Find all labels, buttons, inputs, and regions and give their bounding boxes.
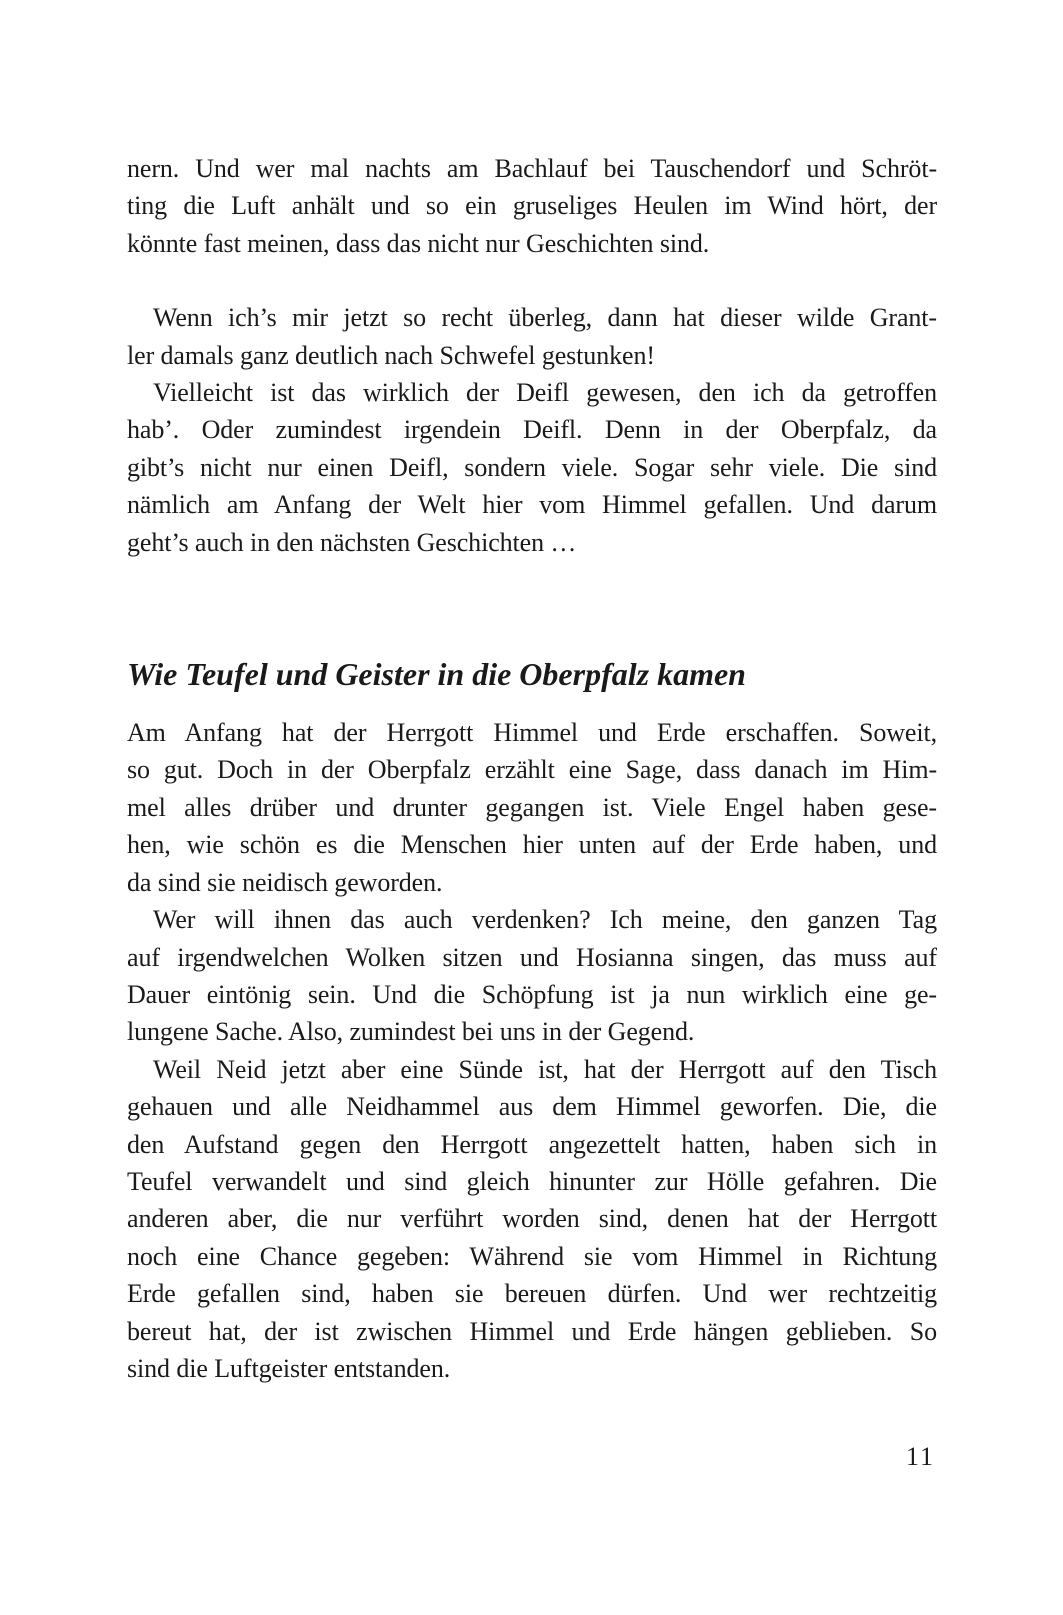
text-line: auf irgendwelchen Wolken sitzen und Hosianna singen, das muss auf (127, 942, 937, 972)
text-line: lungene Sache. Also, zumindest bei uns in der Gegend. (127, 1017, 695, 1047)
paragraph (127, 299, 937, 374)
text-line: ting die Luft anhält und so ein gruseliges Heulen im Wind hört, der (127, 191, 937, 221)
text-line: noch eine Chance gegeben: Während sie vom Himmel in Richtung (127, 1241, 937, 1271)
text-line: könnte fast meinen, dass das nicht nur Geschichten sind. (127, 228, 710, 258)
text-line: den Aufstand gegen den Herrgott angezettelt hatten, haben sich in (127, 1129, 937, 1159)
text-line: so gut. Doch in der Oberpfalz erzählt eine Sage, dass danach im Him- (127, 755, 937, 785)
text-line: Vielleicht ist das wirklich der Deifl gewesen, den ich da getroffen (153, 378, 937, 408)
text-line: hab’. Oder zumindest irgendein Deifl. Denn in der Oberpfalz, da (127, 415, 937, 445)
text-line: bereut hat, der ist zwischen Himmel und Erde hängen geblieben. So (127, 1316, 937, 1346)
paragraph (127, 901, 937, 1051)
paragraph (127, 374, 937, 561)
text-line: hen, wie schön es die Menschen hier unten auf der Erde haben, und (127, 830, 937, 860)
section-paragraphs (127, 714, 937, 1387)
page-number: 11 (905, 1442, 935, 1472)
paragraph (127, 714, 937, 901)
text-line: Teufel verwandelt und sind gleich hinunter zur Hölle gefahren. Die (127, 1166, 937, 1196)
text-block (127, 150, 937, 1476)
paragraph (127, 1051, 937, 1388)
intro-paragraphs (127, 150, 937, 561)
text-line: ler damals ganz deutlich nach Schwefel gestunken! (127, 340, 655, 370)
text-line: anderen aber, die nur verführt worden sind, denen hat der Herrgott (127, 1204, 937, 1234)
text-line: nämlich am Anfang der Welt hier vom Himmel gefallen. Und darum (127, 490, 937, 520)
text-line: Dauer eintönig sein. Und die Schöpfung ist ja nun wirklich eine ge- (127, 979, 937, 1009)
section-heading: Wie Teufel und Geister in die Oberpfalz kamen (127, 656, 746, 693)
text-line: mel alles drüber und drunter gegangen ist. Viele Engel haben gese- (127, 792, 937, 822)
text-line: gehauen und alle Neidhammel aus dem Himmel geworfen. Die, die (127, 1092, 937, 1122)
text-line: Wenn ich’s mir jetzt so recht überleg, dann hat dieser wilde Grant- (153, 303, 937, 333)
paragraph (127, 150, 937, 262)
text-line: nern. Und wer mal nachts am Bachlauf bei Tauschendorf und Schröt- (127, 154, 937, 183)
text-line: Am Anfang hat der Herrgott Himmel und Erde erschaffen. Soweit, (127, 718, 937, 748)
text-line: Weil Neid jetzt aber eine Sünde ist, hat der Herrgott auf den Tisch (153, 1054, 937, 1084)
text-line: gibt’s nicht nur einen Deifl, sondern viele. Sogar sehr viele. Die sind (127, 452, 937, 482)
text-line: sind die Luftgeister entstanden. (127, 1353, 451, 1383)
text-line: Erde gefallen sind, haben sie bereuen dürfen. Und wer rechtzeitig (127, 1279, 937, 1309)
text-line: geht’s auch in den nächsten Geschichten … (127, 527, 577, 557)
text-line: Wer will ihnen das auch verdenken? Ich meine, den ganzen Tag (153, 905, 937, 935)
text-line: da sind sie neidisch geworden. (127, 867, 443, 897)
